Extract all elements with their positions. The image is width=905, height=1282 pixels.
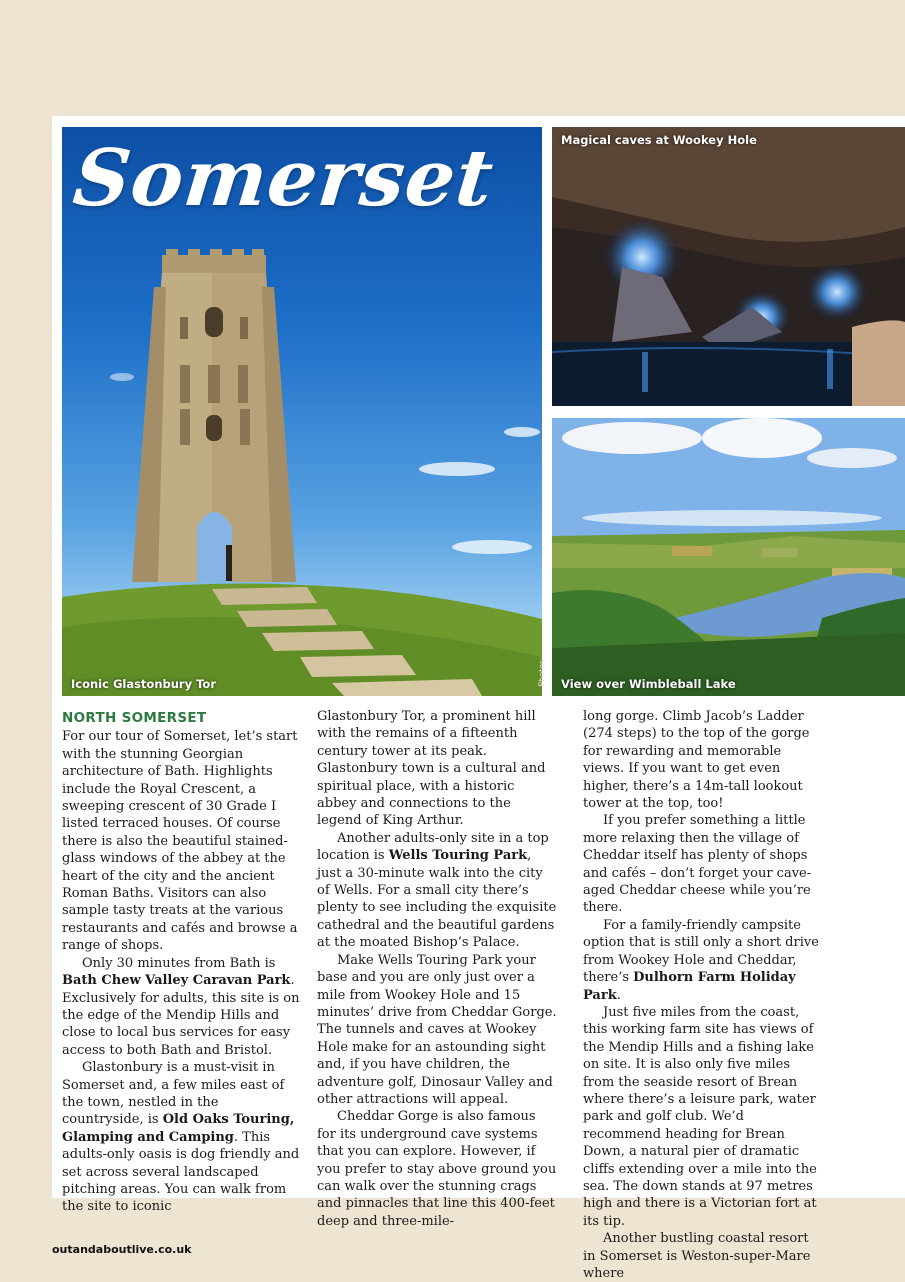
wimbleball-lake-photo	[552, 418, 905, 696]
paragraph: For a family-friendly campsite option that is still only a short drive from Wookey Hole and Cheddar, there’s Dulhorn Farm Holiday Park.	[583, 917, 819, 1003]
paragraph: Only 30 minutes from Bath is Bath Chew Valley Caravan Park. Exclusively for adults, this site is on the edge of the Mendip Hills and close to local bus services for easy access to both Bath and Bristol.	[62, 955, 300, 1058]
paragraph: Another adults-only site in a top location is Wells Touring Park, just a 30-minute walk into the city of Wells. For a small city there’s plenty to see including the exquisite cathedral and the beautiful gardens at the moated Bishop’s Palace.	[317, 830, 557, 951]
tor-caption: Iconic Glastonbury Tor	[71, 677, 216, 691]
cave-illustration	[552, 127, 905, 406]
paragraph: Cheddar Gorge is also famous for its underground cave systems that you can explore. However, if you prefer to stay above ground you can walk over the stunning crags and pinnacles that line this 400-feet deep and three-mile-	[317, 1109, 557, 1229]
paragraph: Another bustling coastal resort in Somerset is Weston-super-Mare where	[583, 1231, 811, 1281]
paragraph: Glastonbury Tor, a prominent hill with the remains of a fifteenth century tower at its peak. Glastonbury town is a cultural and spiritual place, with a historic abbey and connections to the legend of King Arthur.	[317, 709, 546, 829]
article-column-1	[62, 708, 302, 1216]
glastonbury-tor-photo	[62, 127, 547, 696]
paragraph: For our tour of Somerset, let’s start with the stunning Georgian architecture of Bath. Highlights include the Royal Crescent, a sweeping crescent of 30 Grade I listed terraced houses. Of course there is also the beautiful stained-glass windows of the abbey at the heart of the city and the ancient Roman Baths. Visitors can also sample tasty treats at the various restaurants and cafés and browse a range of shops.	[62, 729, 298, 954]
lake-caption: View over Wimbleball Lake	[561, 677, 736, 691]
campsite-name: Wells Touring Park	[388, 848, 528, 864]
paragraph: long gorge. Climb Jacob’s Ladder (274 steps) to the top of the gorge for rewarding and memorable views. If you want to get even higher, there’s a 14m-tall lookout tower at the top, too!	[583, 709, 810, 812]
page-title: Somerset	[69, 133, 498, 224]
section-heading: NORTH SOMERSET	[62, 710, 207, 726]
campsite-name: Old Oaks Touring, Glamping and Camping	[62, 1112, 295, 1145]
article-column-2	[317, 708, 557, 1230]
campsite-name: Bath Chew Valley Caravan Park	[62, 973, 291, 989]
photo-credit: Photos:	[538, 657, 547, 687]
campsite-name: Dulhorn Farm Holiday Park	[583, 970, 796, 1003]
paragraph: Glastonbury is a must-visit in Somerset and, a few miles east of the town, nestled in the countryside, is Old Oaks Touring, Glamping and Camping. This adults-only oasis is dog friendly and set across several landscaped pitching areas. You can walk from the site to iconic	[62, 1060, 300, 1215]
paragraph: Make Wells Touring Park your base and you are only just over a mile from Wookey Hole and 15 minutes’ drive from Cheddar Gorge. The tunnels and caves at Wookey Hole make for an astounding sight and, if you have children, the adventure golf, Dinosaur Valley and other attractions will appeal.	[317, 952, 557, 1107]
lake-illustration	[552, 418, 905, 696]
paragraph: Just five miles from the coast, this working farm site has views of the Mendip Hills and a fishing lake on site. It is also only five miles from the seaside resort of Brean where there’s a leisure park, water park and golf club. We’d recommend heading for Brean Down, a natural pier of dramatic cliffs extending over a mile into the sea. The down stands at 97 metres high and there is a Victorian fort at its tip.	[583, 1004, 817, 1229]
website-url[interactable]: outandaboutlive.co.uk	[52, 1243, 192, 1256]
article-column-3	[583, 708, 823, 1282]
paragraph: If you prefer something a little more relaxing then the village of Cheddar itself has plenty of shops and cafés – don’t forget your cave-aged Cheddar cheese while you’re there.	[583, 813, 812, 916]
caves-caption: Magical caves at Wookey Hole	[561, 133, 757, 147]
wookey-hole-photo	[552, 127, 905, 406]
